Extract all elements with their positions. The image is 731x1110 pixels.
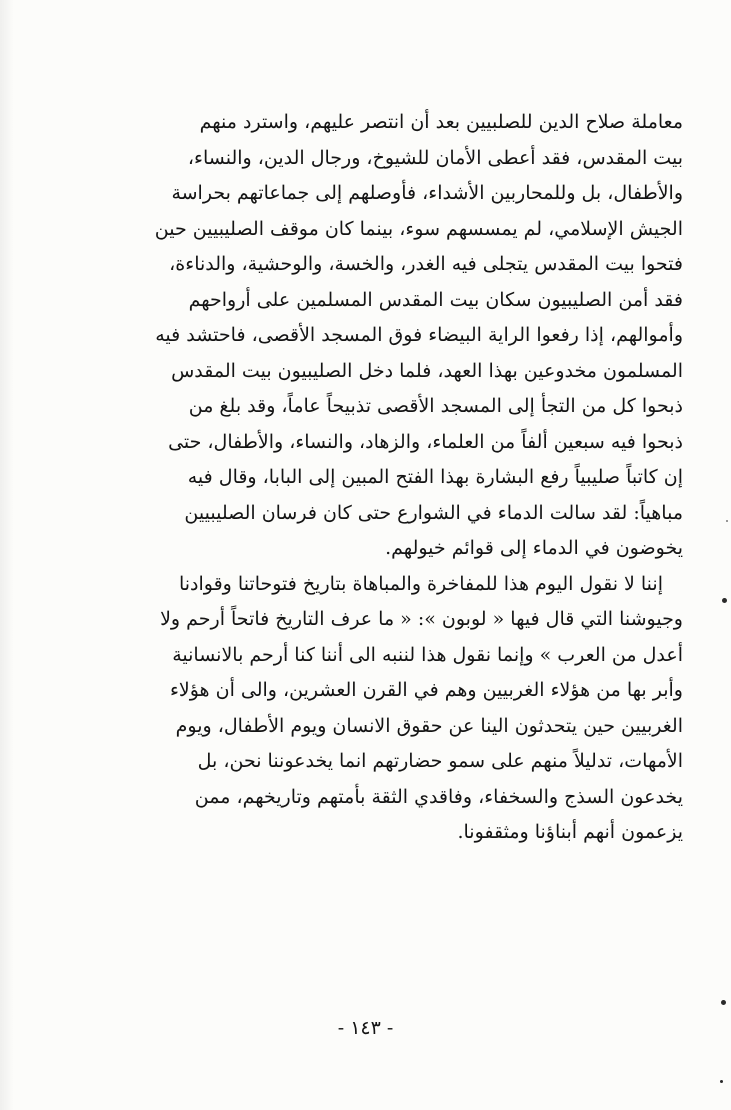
text-line: ذبحوا كل من التجأ إلى المسجد الأقصى تذبيحاً عاماً، وقد بلغ من [188,395,683,417]
text-line: أعدل من العرب » وإنما نقول هذا لننبه الى أننا كنا أرحم بالانسانية [172,643,683,666]
text-line: الأمهات، تدليلاً منهم على سمو حضارتهم انما يخدعوننا نحن، بل [197,750,683,772]
text-line: بيت المقدس، فقد أعطى الأمان للشيوخ، ورجال الدين، والنساء، [187,146,683,169]
text-line: الجيش الإسلامي، لم يمسسهم سوء، بينما كان موقف الصليبيين حين [154,217,683,240]
text-line: الغربيين حين يتحدثون الينا عن حقوق الانسان ويوم الأطفال، ويوم [175,714,683,737]
text-line: وأموالهم، إذا رفعوا الراية البيضاء فوق المسجد الأقصى، فاحتشد فيه [155,324,683,346]
text-line: إن كاتباً صليبياً رفع البشارة بهذا الفتح المبين إلى البابا، وقال فيه [187,466,683,488]
page-edge-shadow [0,0,14,1110]
scan-speck [726,520,728,522]
text-line: يخدعون السذج والسخفاء، وفاقدي الثقة بأمتهم وتاريخهم، ممن [194,785,683,808]
scan-speck [721,1000,726,1005]
text-line: يزعمون أنهم أبناؤنا ومثقفونا. [457,821,683,843]
body-text [118,105,683,851]
paragraph-start-line: إننا لا نقول اليوم هذا للمفاخرة والمباهاة بتاريخ فتوحاتنا وقوادنا [178,572,663,595]
text-line: والأطفال، بل وللمحاربين الأشداء، فأوصلهم إلى جماعاتهم بحراسة [171,182,683,204]
text-line: فتحوا بيت المقدس يتجلى فيه الغدر، والخسة، والوحشية، والدناءة، [169,253,683,275]
text-line: المسلمون مخدوعين بهذا العهد، فلما دخل الصليبيون بيت المقدس [171,359,683,382]
text-line: معاملة صلاح الدين للصلبيين بعد أن انتصر عليهم، واسترد منهم [199,111,683,133]
text-line: مباهياً: لقد سالت الدماء في الشوارع حتى كان فرسان الصليبيين [184,501,683,524]
text-line: يخوضون في الدماء إلى قوائم خيولهم. [385,537,683,559]
scan-speck [722,598,727,603]
text-line: فقد أمن الصليبيون سكان بيت المقدس المسلمين على أرواحهم [188,288,683,311]
scan-speck [720,1080,723,1083]
text-line: وجيوشنا التي قال فيها « لوبون »: « ما عرف التاريخ فاتحاً أرحم ولا [160,608,683,630]
text-line: ذبحوا فيه سبعين ألفاً من العلماء، والزهاد، والنساء، والأطفال، حتى [168,430,683,453]
page-number: - ١٤٣ - [337,1017,394,1039]
text-line: وأبر بها من هؤلاء الغربيين وهم في القرن العشرين، والى أن هؤلاء [169,679,683,701]
